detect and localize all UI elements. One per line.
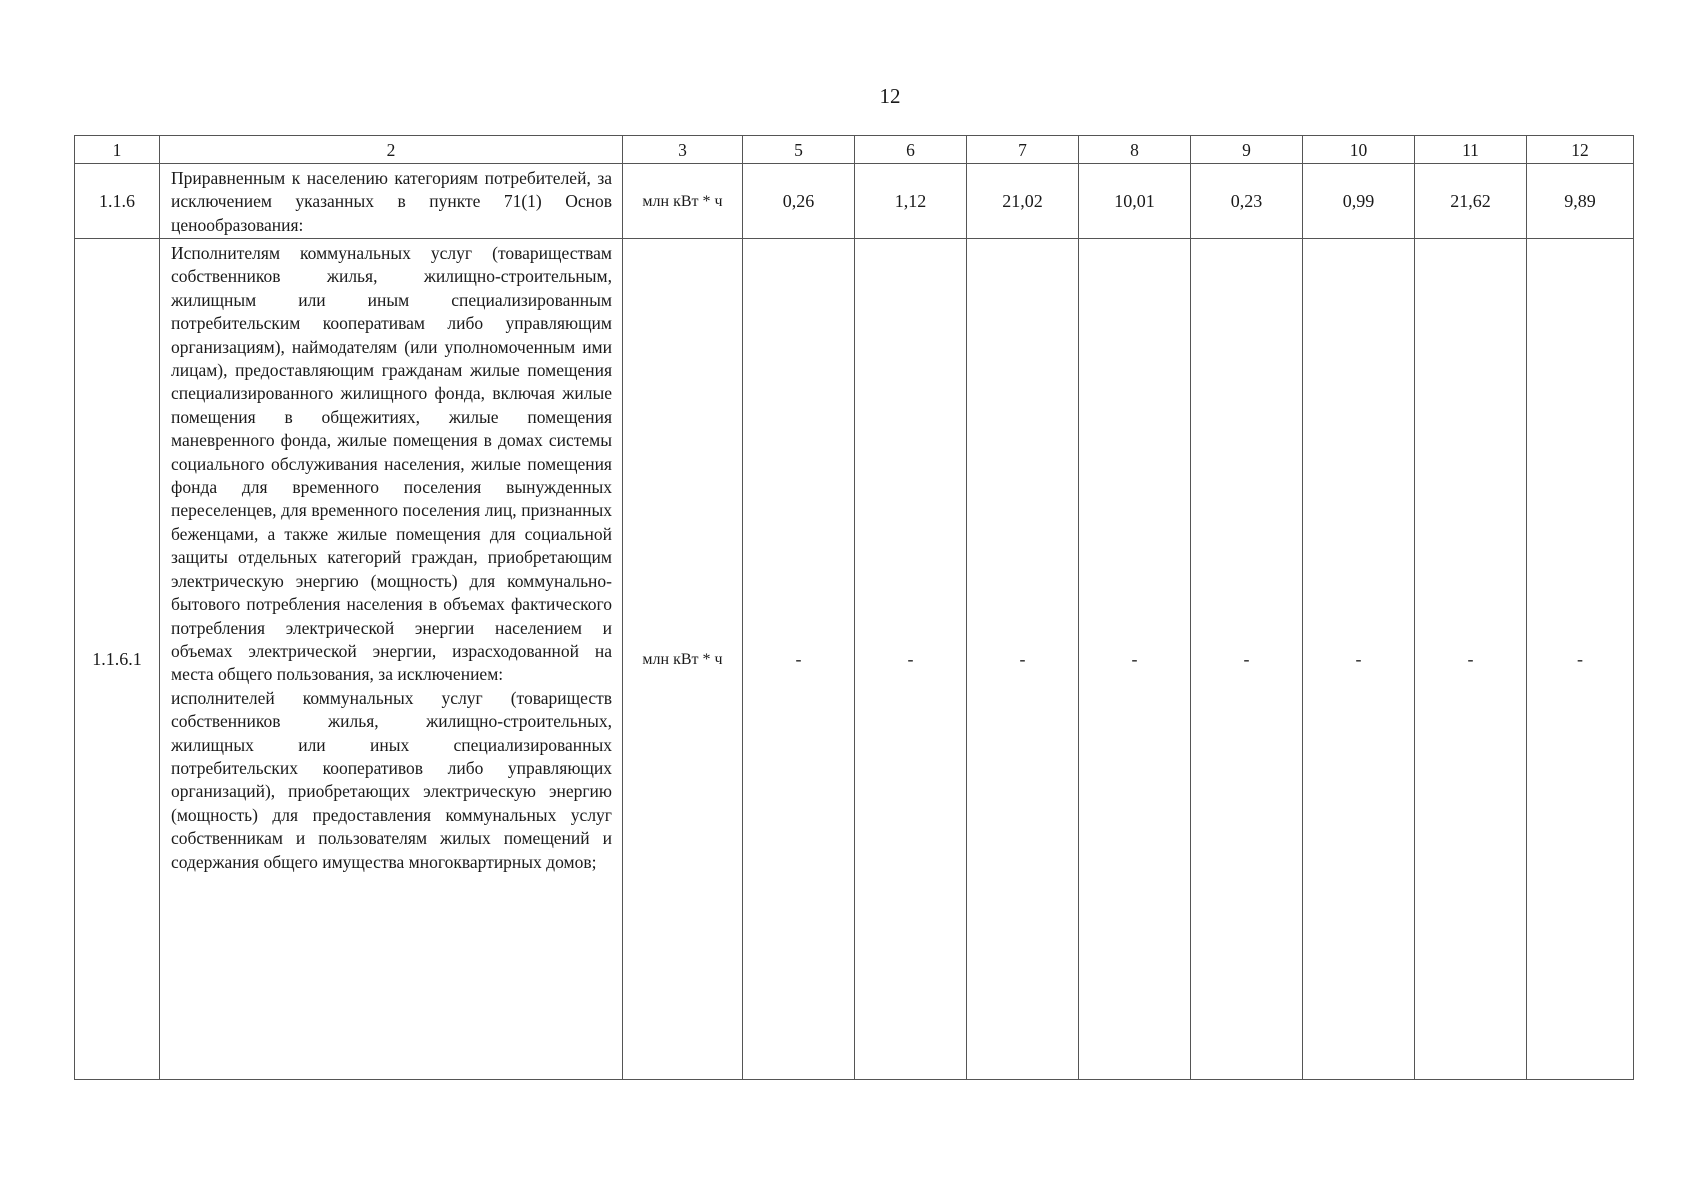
- row-value: 21,02: [967, 164, 1079, 239]
- row-value: 9,89: [1527, 164, 1634, 239]
- row-code: 1.1.6.1: [75, 239, 160, 1080]
- table-row: [75, 164, 1634, 239]
- table-header-row: [75, 136, 1634, 164]
- row-unit: млн кВт * ч: [623, 239, 743, 1080]
- row-description: [160, 239, 623, 1080]
- row-value: 21,62: [1415, 164, 1527, 239]
- column-header: 8: [1079, 136, 1191, 164]
- row-value: 0,26: [743, 164, 855, 239]
- row-value: -: [1079, 239, 1191, 1080]
- description-paragraph: Исполнителям коммунальных услуг (товариществам собственников жилья, жилищно-строительным, жилищным или иным специализированным потребительским кооперативам либо управляющим организациям), наймодателям (или уполномоченным ими лицам), предоставляющим гражданам жилые помещения специализированного жилищного фонда, включая жилые помещения в общежитиях, жилые помещения маневренного фонда, жилые помещения в домах системы социального обслуживания населения, жилые помещения фонда для временного поселения вынужденных переселенцев, для временного поселения лиц, признанных беженцами, а также жилые помещения для социальной защиты отдельных категорий граждан, приобретающим электрическую энергию (мощность) для коммунально-бытового потребления населения в объемах фактического потребления электрической энергии населением и объемах электрической энергии, израсходованной на места общего пользования, за исключением:: [171, 243, 612, 685]
- description-paragraph: Приравненным к населению категориям потребителей, за исключением указанных в пункте 71(1) Основ ценообразования:: [171, 167, 612, 235]
- row-value: 10,01: [1079, 164, 1191, 239]
- row-value: -: [1191, 239, 1303, 1080]
- row-value: 1,12: [855, 164, 967, 239]
- row-value: -: [855, 239, 967, 1080]
- row-unit: млн кВт * ч: [623, 164, 743, 239]
- column-header: 7: [967, 136, 1079, 164]
- page-number: 12: [879, 84, 901, 108]
- column-header: 11: [1415, 136, 1527, 164]
- column-header: 5: [743, 136, 855, 164]
- row-value: 0,23: [1191, 164, 1303, 239]
- column-header: 10: [1303, 136, 1415, 164]
- column-header: 3: [623, 136, 743, 164]
- row-value: 0,99: [1303, 164, 1415, 239]
- row-value: -: [743, 239, 855, 1080]
- column-header: 12: [1527, 136, 1634, 164]
- row-code: 1.1.6: [75, 164, 160, 239]
- column-header: 9: [1191, 136, 1303, 164]
- row-value: -: [967, 239, 1079, 1080]
- column-header: 6: [855, 136, 967, 164]
- column-header: 1: [75, 136, 160, 164]
- description-paragraph: исполнителей коммунальных услуг (товариществ собственников жилья, жилищно-строительных, жилищных или иных специализированных потребительских кооперативов либо управляющих организаций), приобретающих электрическую энергию (мощность) для предоставления коммунальных услуг собственникам и пользователям жилых помещений и содержания общего имущества многоквартирных домов;: [171, 687, 612, 872]
- row-value: -: [1415, 239, 1527, 1080]
- row-description: [160, 164, 623, 239]
- column-header: 2: [160, 136, 623, 164]
- data-table: [74, 135, 1634, 1080]
- row-value: -: [1527, 239, 1634, 1080]
- table-row: [75, 239, 1634, 1080]
- row-value: -: [1303, 239, 1415, 1080]
